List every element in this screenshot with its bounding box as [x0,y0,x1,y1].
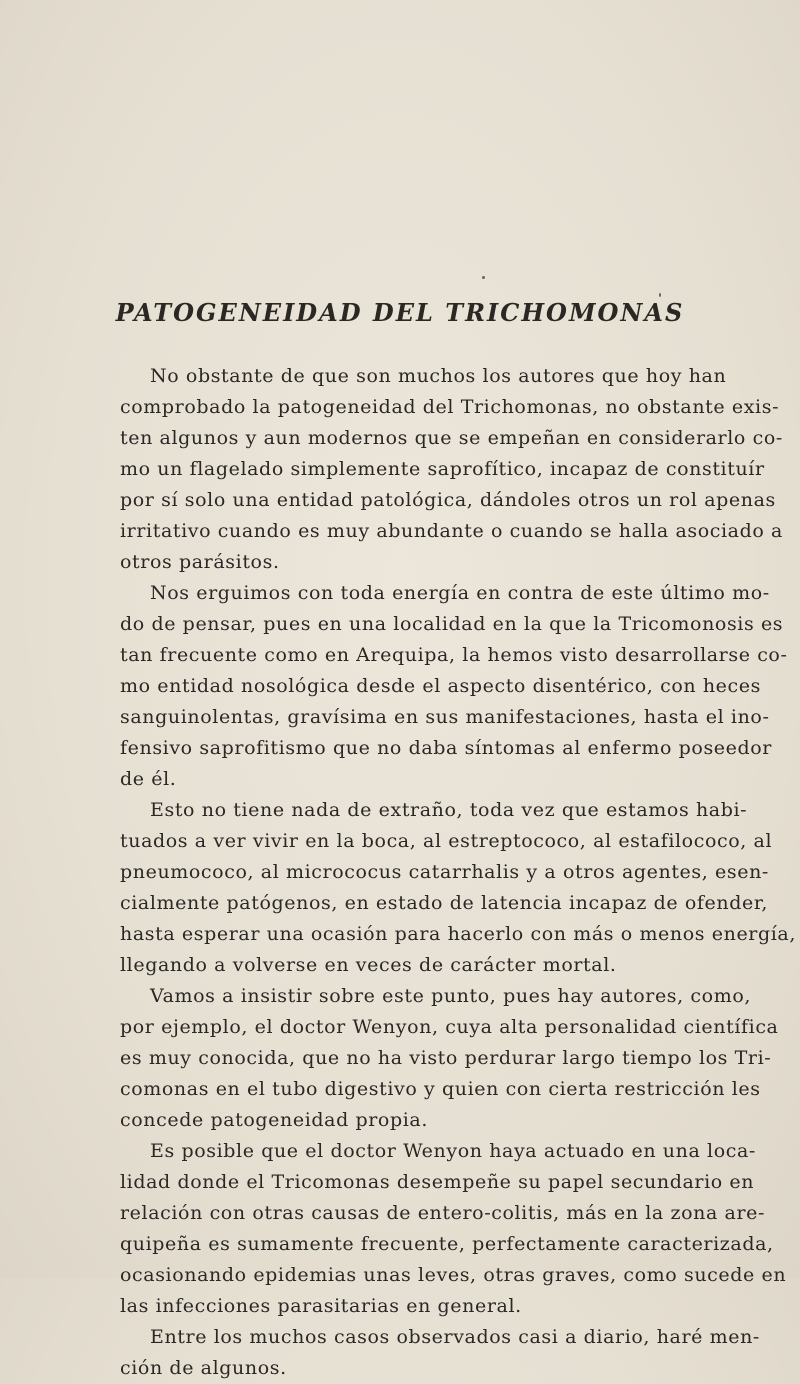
text-line: de él. [120,768,177,790]
text-line: otros parásitos. [120,551,280,573]
text-line: ción de algunos. [120,1357,287,1379]
text-line: por sí solo una entidad patológica, dándoles otros un rol apenas [120,489,776,511]
text-line: concede patogeneidad propia. [120,1109,428,1131]
text-line: mo entidad nosológica desde el aspecto disentérico, con heces [120,675,761,697]
text-line: ten algunos y aun modernos que se empeñan en considerarlo co- [120,427,783,449]
text-line: relación con otras causas de entero-colitis, más en la zona are- [120,1202,766,1224]
text-line: mo un flagelado simplemente saprofítico, incapaz de constituír [120,458,765,480]
paper-speck [659,293,661,297]
text-line: comonas en el tubo digestivo y quien con cierta restricción les [120,1078,761,1100]
text-line: cialmente patógenos, en estado de latencia incapaz de ofender, [120,892,769,914]
text-line: No obstante de que son muchos los autores que hoy han [150,365,727,387]
text-line: do de pensar, pues en una localidad en la que la Tricomonosis es [120,613,784,635]
paper-speck [482,276,485,279]
text-line: quipeña es sumamente frecuente, perfectamente caracterizada, [120,1233,774,1255]
text-line: Entre los muchos casos observados casi a diario, haré men- [150,1326,760,1348]
text-line: fensivo saprofitismo que no daba síntomas al enfermo poseedor [120,737,772,759]
text-line: Nos erguimos con toda energía en contra de este último mo- [150,582,770,604]
text-line: pneumococo, al micrococus catarrhalis y a otros agentes, esen- [120,861,769,883]
text-line: Es posible que el doctor Wenyon haya actuado en una loca- [150,1140,756,1162]
page-title: PATOGENEIDAD DEL TRICHOMONAS [115,298,685,327]
text-line: irritativo cuando es muy abundante o cuando se halla asociado a [120,520,783,542]
text-line: llegando a volverse en veces de carácter mortal. [120,954,617,976]
text-line: ocasionando epidemias unas leves, otras graves, como sucede en [120,1264,787,1286]
text-line: hasta esperar una ocasión para hacerlo con más o menos energía, [120,923,796,945]
text-line: sanguinolentas, gravísima en sus manifestaciones, hasta el ino- [120,706,770,728]
text-line: lidad donde el Tricomonas desempeñe su papel secundario en [120,1171,755,1193]
text-line: tuados a ver vivir en la boca, al estreptococo, al estafilococo, al [120,830,773,852]
text-line: las infecciones parasitarias en general. [120,1295,522,1317]
text-line: tan frecuente como en Arequipa, la hemos visto desarrollarse co- [120,644,788,666]
text-line: comprobado la patogeneidad del Trichomonas, no obstante exis- [120,396,780,418]
text-line: Vamos a insistir sobre este punto, pues hay autores, como, [150,985,752,1007]
text-line: Esto no tiene nada de extraño, toda vez que estamos habi- [150,799,748,821]
text-line: por ejemplo, el doctor Wenyon, cuya alta personalidad científica [120,1016,779,1038]
text-line: es muy conocida, que no ha visto perdurar largo tiempo los Tri- [120,1047,772,1069]
